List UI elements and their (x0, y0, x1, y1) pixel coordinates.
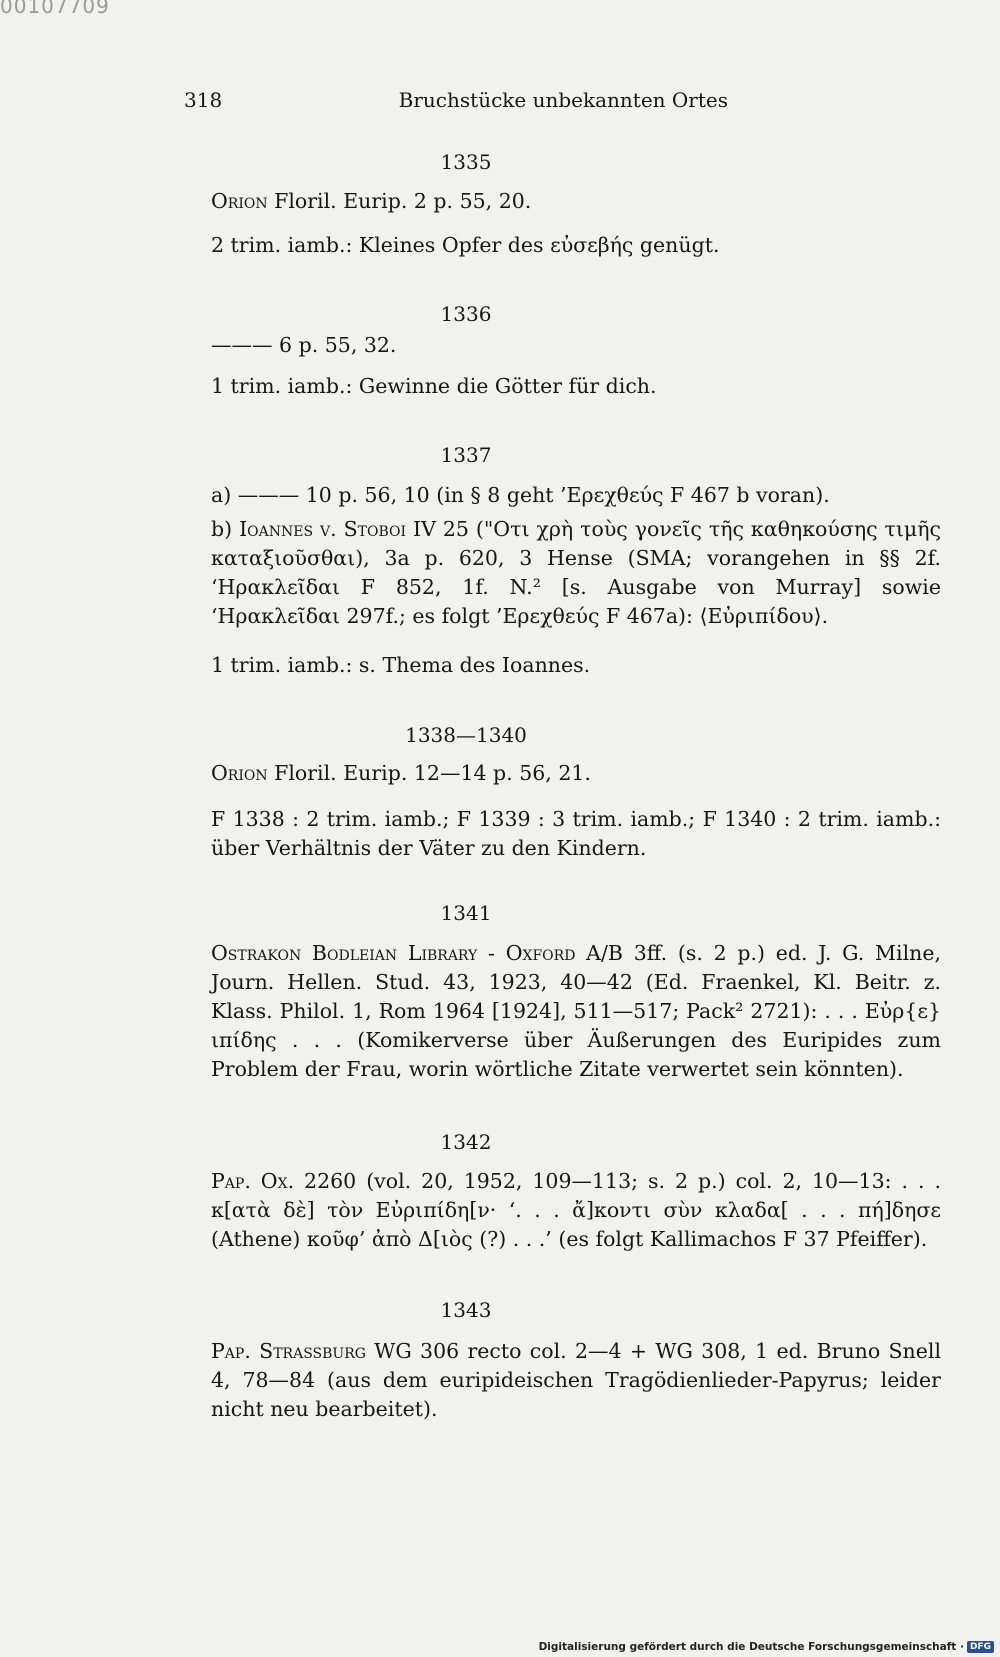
fragment-source-1336: ——— 6 p. 55, 32. (211, 333, 397, 357)
fragment-number-1337: 1337 (440, 443, 492, 467)
source-reference: WG 306 recto col. 2—4 + WG 308, 1 ed. Bruno Snell 4, 78—84 (aus dem euripideischen Tragödienlieder-Papyrus; leider nicht neu bearbeitet). (211, 1339, 942, 1421)
fragment-description-1336: 1 trim. iamb.: Gewinne die Götter für dich. (211, 374, 657, 398)
fragment-source-1337a: a) ——— 10 p. 56, 10 (in § 8 geht ’Ερεχθεύς F 467 b voran). (211, 483, 830, 507)
running-title: Bruchstücke unbekannten Ortes (398, 88, 728, 112)
fragment-number-1335: 1335 (440, 150, 492, 174)
page-number: 318 (184, 88, 223, 112)
source-reference: Floril. Eurip. 2 p. 55, 20. (267, 189, 532, 213)
fragment-entry-1343 (211, 1337, 941, 1424)
fragment-source-1337b: b) Ioannes v. Stoboi IV 25 ("Οτι χρὴ τοὺς γονεῖς τῆς καθηκούσης τιμῆς καταξιοῦσθαι), 3a p. 620, 3 Hense (SMA; vorangehen in §§ 2f. ‘Ηρακλεῖδαι F 852, 1f. N.² [s. Ausgabe von Murray] sowie ‘Ηρακλεῖδαι 297f.; es folgt ’Ερεχθεύς F 467a): ⟨Εὐριπίδου⟩. (211, 517, 941, 628)
fragment-source-1338 (211, 761, 941, 785)
credit-text: Digitalisierung gefördert durch die Deutsche Forschungsgemeinschaft · (538, 1641, 964, 1653)
source-author: Pap. Strassburg (211, 1339, 366, 1363)
fragment-number-1342: 1342 (440, 1130, 492, 1154)
source-reference: IV 25 ("Οτι χρὴ τοὺς γονεῖς τῆς καθηκούσης τιμῆς καταξιοῦσθαι), 3a p. 620, 3 Hense (SMA; vorangehen in §§ 2f. ‘Ηρακλεῖδαι F 852, 1f. N.² [s. Ausgabe von Murray] sowie ‘Ηρακλεῖδαι 297f.; es folgt ’Ερεχθεύς F 467a): ⟨Εὐριπίδου⟩. (211, 517, 941, 628)
dfg-logo: DFG (967, 1641, 994, 1653)
fragment-entry-1342 (211, 1167, 941, 1254)
source-reference: 2260 (vol. 20, 1952, 109—113; s. 2 p.) col. 2, 10—13: . . . κ[ατὰ δὲ] τὸν Εὐριπίδη[ν· ‘. . . ἄ]κοντι σὺν κλαδα[ . . . πή]δησε (Athene) κοῦφ’ ἀπὸ Δ[ιὸς (?) . . .’ (es folgt Kallimachos F 37 Pfeiffer). (211, 1169, 941, 1251)
fragment-number-1338-1340: 1338—1340 (405, 723, 527, 747)
fragment-number-1341: 1341 (440, 901, 492, 925)
fragment-number-1343: 1343 (440, 1298, 492, 1322)
source-author: Ostrakon Bodleian Library - Oxford (211, 941, 576, 965)
source-author: Ioannes v. Stoboi (239, 517, 407, 541)
fragment-description-1337: 1 trim. iamb.: s. Thema des Ioannes. (211, 653, 591, 677)
digitization-credit (539, 1641, 994, 1653)
fragment-entry-1341 (211, 939, 941, 1084)
source-author: Orion (211, 761, 268, 785)
source-reference: A/B 3ff. (s. 2 p.) ed. J. G. Milne, Journ. Hellen. Stud. 43, 1923, 40—42 (Ed. Fraenkel, Kl. Beitr. z. Klass. Philol. 1, Rom 1964 [1924], 511—517; Pack² 2721): . . . Εὐρ{ε}ιπίδης . . . (Komikerverse über Äußerungen des Euripides zum Problem der Frau, worin wörtliche Zitate verwertet sein könnten). (211, 941, 942, 1081)
fragment-description-1338: F 1338 : 2 trim. iamb.; F 1339 : 3 trim. iamb.; F 1340 : 2 trim. iamb.: über Verhältnis der Väter zu den Kindern. (211, 807, 941, 860)
scan-id: 00107709 (0, 0, 110, 18)
source-author: Orion (211, 189, 268, 213)
source-author: Pap. Ox. (211, 1169, 295, 1193)
fragment-number-1336: 1336 (440, 302, 492, 326)
fragment-source-1335 (211, 189, 941, 213)
fragment-description-1335: 2 trim. iamb.: Kleines Opfer des εὐσεβής genügt. (211, 233, 720, 257)
source-reference: Floril. Eurip. 12—14 p. 56, 21. (267, 761, 591, 785)
